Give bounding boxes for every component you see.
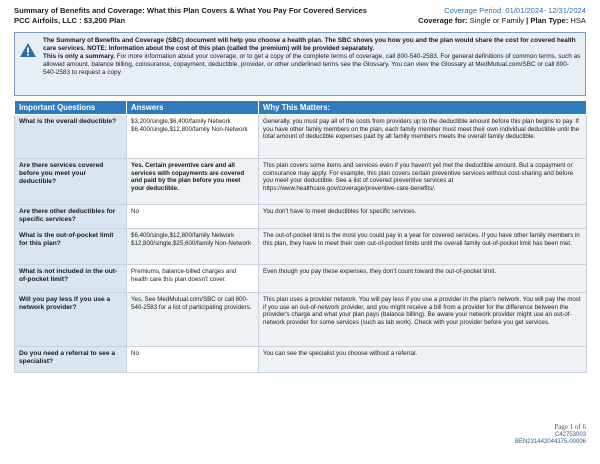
answer-cell: Premiums, balance-billed charges and health care this plan doesn't cover. bbox=[127, 265, 259, 293]
header-left bbox=[14, 6, 367, 25]
answer-cell: No bbox=[127, 347, 259, 373]
question-cell: What is not included in the out-of-pocket limit? bbox=[15, 265, 127, 293]
table-row bbox=[15, 115, 587, 159]
why-cell: You can see the specialist you choose without a referral. bbox=[259, 347, 587, 373]
why-cell: This plan uses a provider network. You will pay less if you use a provider in the plan's network. You will pay the most if you use an out-of-network provider, and you might receive a bill from a provider for the difference between the provider's charge and what your plan pays (balance billing). Be aware your network provider might use an out-of-network provider for some services (such as lab work). Check with your provider before you get services. bbox=[259, 293, 587, 347]
notice-box bbox=[14, 32, 586, 96]
coverage-table bbox=[14, 100, 587, 373]
answer-cell: No bbox=[127, 205, 259, 229]
question-cell: Are there services covered before you meet your deductible? bbox=[15, 159, 127, 205]
question-cell: What is the overall deductible? bbox=[15, 115, 127, 159]
coverage-line bbox=[418, 16, 586, 26]
why-cell: Even though you pay these expenses, they don't count toward the out-of-pocket limit. bbox=[259, 265, 587, 293]
notice-paragraph-2-body: For more information about your coverage, or to get a copy of the complete terms of coverage, call 800-540-2583. For general definitions of common terms, such as allowed amount, balance billing, coinsurance, copayment, deductible, provider, or other underlined terms see the Glossary. You can view the Glossary at MedMutual.com/SBC or call 800-540-2583 to request a copy. bbox=[43, 53, 581, 76]
answer-cell: $6,400/single,$12,800/family Network $12,800/single,$25,600/family Non-Network bbox=[127, 229, 259, 265]
page-footer bbox=[515, 424, 586, 447]
question-cell: What is the out-of-pocket limit for this plan? bbox=[15, 229, 127, 265]
header-right bbox=[418, 6, 586, 25]
coverage-period: Coverage Period: 01/01/2024- 12/31/2024 bbox=[444, 6, 586, 15]
coverage-value: Single or Family bbox=[469, 15, 525, 25]
question-cell: Are there other deductibles for specific services? bbox=[15, 205, 127, 229]
warning-triangle-icon bbox=[19, 42, 37, 58]
why-cell: The out-of-pocket limit is the most you could pay in a year for covered services. If you have other family members in this plan, they have to meet their own out-of-pocket limits until the overall family out-of-pocket limit has been met. bbox=[259, 229, 587, 265]
question-cell: Will you pay less if you use a network provider? bbox=[15, 293, 127, 347]
notice-text bbox=[43, 37, 581, 77]
form-code-2: BEN231442044375-00006 bbox=[514, 439, 586, 446]
page-number: Page 1 of 6 bbox=[554, 423, 586, 431]
header-important-questions: Important Questions bbox=[15, 101, 127, 115]
answer-cell: Yes, See MedMutual.com/SBC or call 800-540-2583 for a list of participating providers. bbox=[127, 293, 259, 347]
form-code-1: C42753003 bbox=[554, 431, 586, 438]
table-header-row bbox=[15, 101, 587, 115]
plan-type-value: HSA bbox=[570, 15, 586, 25]
table-row bbox=[15, 347, 587, 373]
table-row bbox=[15, 159, 587, 205]
why-cell: Generally, you must pay all of the costs from providers up to the deductible amount before this plan begins to pay. If you have other family members on the plan, each family member must meet their own individual deductible until the total amount of deductible expenses paid by all family members meets the overall family deductible. bbox=[259, 115, 587, 159]
answer-cell: Yes. Certain preventive care and all services with copayments are covered and paid by the plan before you meet your deductible. bbox=[127, 159, 259, 205]
header-answers: Answers bbox=[127, 101, 259, 115]
table-row bbox=[15, 205, 587, 229]
answer-cell: $3,200/single,$6,400/family Network $6,400/single,$12,800/family Non-Network bbox=[127, 115, 259, 159]
table-row bbox=[15, 293, 587, 347]
table-row bbox=[15, 229, 587, 265]
notice-paragraph-2 bbox=[43, 53, 581, 77]
document-header bbox=[14, 6, 586, 28]
why-cell: You don't have to meet deductibles for specific services. bbox=[259, 205, 587, 229]
coverage-label: Coverage for: bbox=[418, 15, 468, 25]
table-row bbox=[15, 265, 587, 293]
header-why-this-matters: Why This Matters: bbox=[259, 101, 587, 115]
question-cell: Do you need a referral to see a specialist? bbox=[15, 347, 127, 373]
document-title: Summary of Benefits and Coverage: What this Plan Covers & What You Pay For Covered Services bbox=[14, 6, 367, 15]
plan-name: PCC Airfoils, LLC : $3,200 Plan bbox=[14, 15, 126, 25]
plan-type-label: | Plan Type: bbox=[526, 15, 569, 25]
notice-summary-label: This is only a summary. bbox=[43, 53, 115, 60]
notice-paragraph-1: The Summary of Benefits and Coverage (SBC) document will help you choose a health plan. The SBC shows you how you and the plan would share the cost for covered health care services. NOTE: Information about the cost of this plan (called the premium) will be provided separately. bbox=[43, 37, 576, 52]
why-cell: This plan covers some items and services even if you haven't yet met the deductible amount. But a copayment or coinsurance may apply. For example, this plan covers certain preventive services without cost-sharing and before you meet your deductible. See a list of covered preventive services at https://www.healthcare.gov/coverage/preventive-care-benefits/. bbox=[259, 159, 587, 205]
